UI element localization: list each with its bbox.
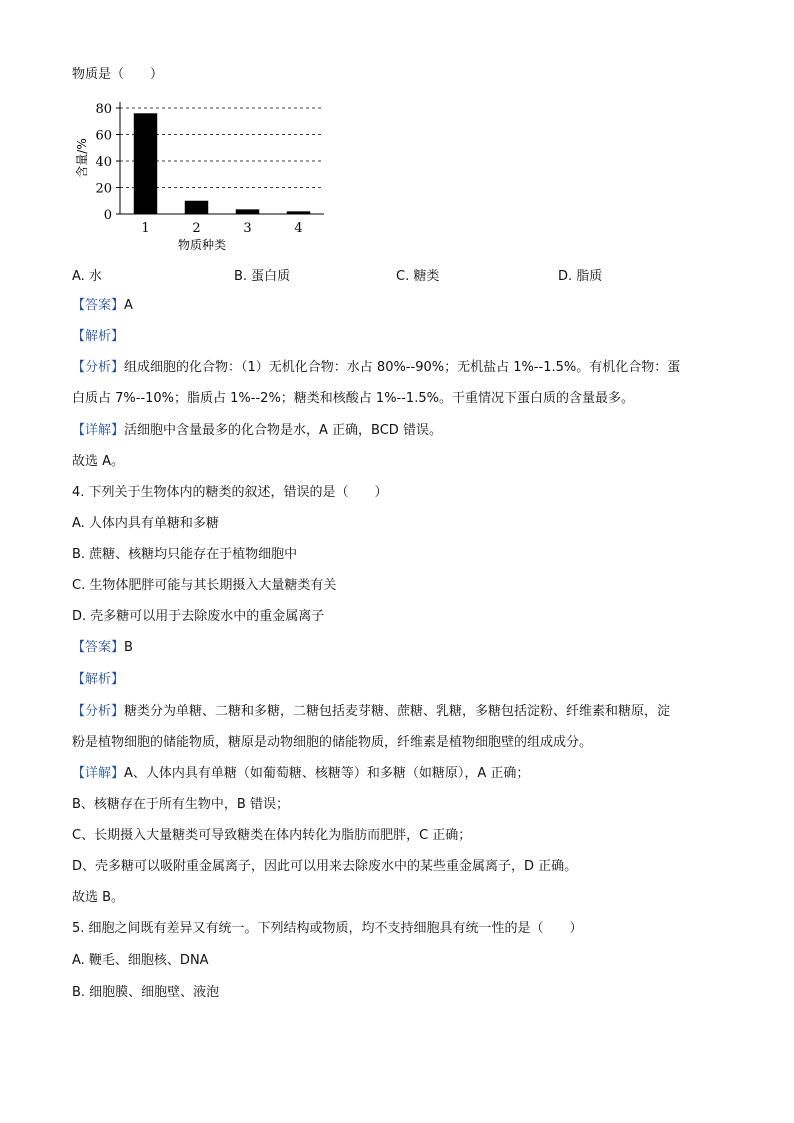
- fenxi-text: 组成细胞的化合物：（1）无机化合物：水占 80%--90%；无机盐占 1%--1.5%。有机化合物：蛋: [124, 360, 681, 375]
- q3-stem-tail: 物质是（ ）: [72, 67, 164, 82]
- answer-value: B: [124, 640, 133, 655]
- q3-fenxi-line1: [72, 359, 680, 377]
- q3-fenxi-line2: 白质占 7%--10%；脂质占 1%--2%；糖类和核酸占 1%--1.5%。干重情况下蛋白质的含量最多。: [72, 391, 634, 406]
- q5-stem: 5. 细胞之间既有差异又有统一。下列结构或物质，均不支持细胞具有统一性的是（ ）: [72, 921, 583, 936]
- q5-option-a[interactable]: A. 鞭毛、细胞核、DNA: [72, 953, 209, 968]
- q3-option-c[interactable]: C. 糖类: [396, 269, 440, 284]
- answer-tag: 【答案】: [72, 640, 125, 655]
- xiangjie-text: A、人体内具有单糖（如葡萄糖、核糖等）和多糖（如糖原），A 正确；: [124, 766, 530, 781]
- y-tick-label: 0: [103, 208, 112, 223]
- bar-chart: [72, 94, 342, 254]
- q4-fenxi-line1: [72, 703, 670, 721]
- q3-option-a[interactable]: A. 水: [72, 269, 102, 284]
- x-axis-label: 物质种类: [177, 238, 227, 252]
- q3-conclusion: 故选 A。: [72, 454, 125, 469]
- xiangjie-text: 活细胞中含量最多的化合物是水，A 正确，BCD 错误。: [124, 423, 442, 438]
- bar-1: [134, 113, 157, 214]
- q4-stem: 4. 下列关于生物体内的糖类的叙述，错误的是（ ）: [72, 485, 388, 500]
- q4-fenxi-line2: 粉是植物细胞的储能物质，糖原是动物细胞的储能物质，纤维素是植物细胞壁的组成成分。: [72, 735, 593, 750]
- q4-conclusion: 故选 B。: [72, 890, 125, 905]
- answer-value: A: [124, 298, 133, 313]
- q4-option-c[interactable]: C. 生物体肥胖可能与其长期摄入大量糖类有关: [72, 578, 337, 593]
- xiangjie-tag: 【详解】: [72, 766, 125, 781]
- x-tick-label: 4: [294, 221, 303, 236]
- q4-xiangjie-c: C、长期摄入大量糖类可导致糖类在体内转化为脂肪而肥胖，C 正确；: [72, 828, 472, 843]
- bar-3: [236, 209, 259, 214]
- answer-tag: 【答案】: [72, 298, 125, 313]
- analysis-tag: 【解析】: [72, 329, 125, 344]
- q3-option-b[interactable]: B. 蛋白质: [234, 269, 291, 284]
- fenxi-tag: 【分析】: [72, 704, 125, 719]
- q4-option-b[interactable]: B. 蔗糖、核糖均只能存在于植物细胞中: [72, 547, 298, 562]
- y-tick-label: 60: [95, 128, 112, 144]
- x-tick-label: 1: [141, 221, 150, 236]
- fenxi-tag: 【分析】: [72, 360, 125, 375]
- q4-option-a[interactable]: A. 人体内具有单糖和多糖: [72, 516, 219, 531]
- q3-answer: [72, 297, 133, 315]
- y-tick-label: 20: [95, 181, 112, 197]
- q3-options: [72, 265, 632, 283]
- x-tick-label: 2: [192, 221, 201, 236]
- x-tick-label: 3: [243, 221, 252, 236]
- bar-2: [185, 201, 208, 214]
- q3-option-d[interactable]: D. 脂质: [558, 269, 603, 284]
- q3-analysis-tag: [72, 328, 124, 346]
- fenxi-text: 糖类分为单糖、二糖和多糖，二糖包括麦芽糖、蔗糖、乳糖，多糖包括淀粉、纤维素和糖原，淀: [124, 704, 671, 719]
- y-tick-label: 80: [95, 102, 112, 117]
- q4-analysis-tag: [72, 671, 124, 689]
- q4-option-d[interactable]: D. 壳多糖可以用于去除废水中的重金属离子: [72, 609, 325, 624]
- q5-option-b[interactable]: B. 细胞膜、细胞壁、液泡: [72, 985, 220, 1000]
- q4-answer: [72, 639, 133, 657]
- q3-xiangjie: [72, 422, 442, 440]
- analysis-tag: 【解析】: [72, 672, 125, 687]
- y-tick-label: 40: [95, 155, 112, 170]
- q4-xiangjie-a: [72, 765, 529, 783]
- xiangjie-tag: 【详解】: [72, 423, 125, 438]
- y-axis-label: 含量/%: [75, 138, 89, 178]
- q4-xiangjie-d: D、壳多糖可以吸附重金属离子，因此可以用来去除废水中的某些重金属离子，D 正确。: [72, 859, 578, 874]
- q4-xiangjie-b: B、核糖存在于所有生物中，B 错误；: [72, 797, 289, 812]
- bar-4: [287, 211, 310, 214]
